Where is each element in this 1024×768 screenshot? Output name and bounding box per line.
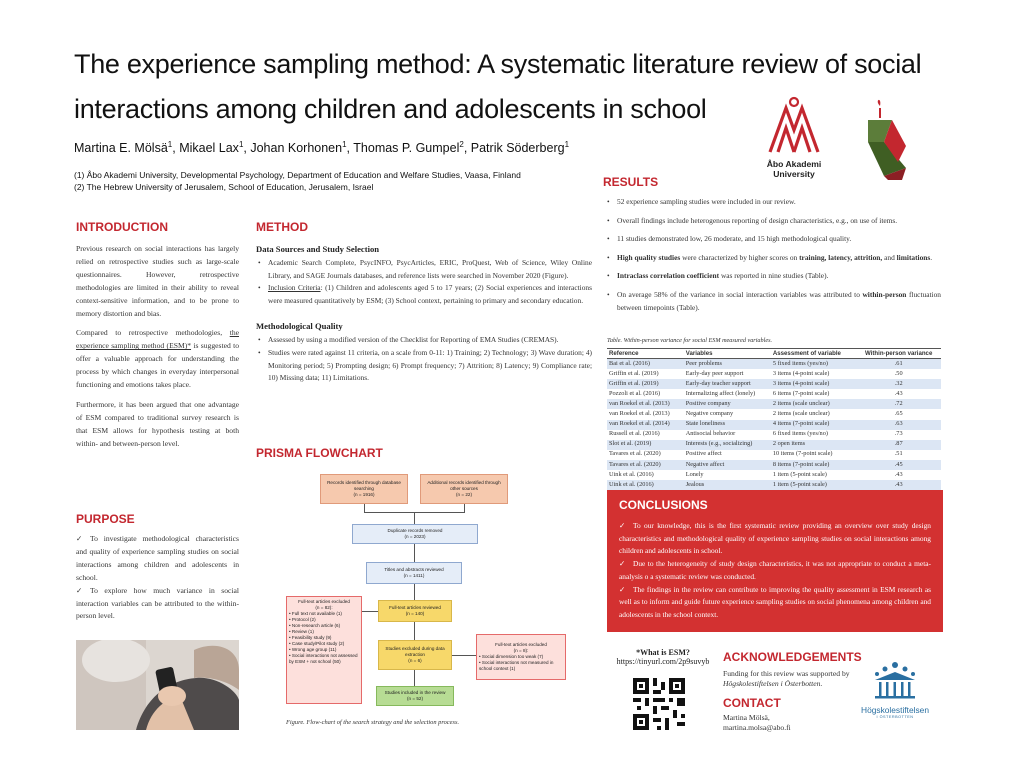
list-item: • Academic Search Complete, PsycINFO, PsycArticles, ERIC, ProQuest, Web of Science, Wiley Online Library, and SAGE Journals databases, and reference lists were searched in November 2020 (Figure). bbox=[256, 257, 592, 282]
author-name: Martina E. Mölsä bbox=[74, 141, 168, 156]
list-item: ✓ To investigate methodological characteristics and quality of experience sampling studies on social interactions among children and adolescents in school. bbox=[76, 534, 239, 582]
introduction-heading: INTRODUCTION bbox=[76, 220, 168, 234]
table-cell: 6 fixed items (yes/no) bbox=[772, 430, 828, 438]
table-cell: Jealous bbox=[684, 480, 771, 490]
table-cell: Lonely bbox=[685, 470, 704, 478]
table-row bbox=[607, 399, 941, 409]
author-name: Johan Korhonen bbox=[250, 141, 343, 156]
check-icon: ✓ bbox=[76, 585, 83, 595]
poster-title: The experience sampling method: A systematic literature review of social interactions among children and adolescents in school bbox=[74, 49, 922, 124]
table-cell: 1 item (5-point scale) bbox=[772, 470, 827, 478]
check-icon: ✓ bbox=[619, 584, 626, 594]
purpose-heading: PURPOSE bbox=[76, 512, 135, 526]
list-item: • Social interactions not assessed by ESM + not school (50) bbox=[289, 653, 358, 664]
introduction-paragraph: Previous research on social interactions has largely relied on retrospective studies such as large-scale questionnaires. However, retrospective methodologies are limited in their ability to reveal context-sensitive information, and to be prone to memory distortion and bias. bbox=[76, 244, 239, 318]
esm-link-url[interactable]: https://tinyurl.com/2p9suvyb bbox=[616, 657, 710, 666]
table-row bbox=[607, 450, 941, 460]
list-item: • 11 studies demonstrated low, 26 moderate, and 15 high methodological quality. bbox=[605, 233, 941, 246]
flow-arrow bbox=[414, 544, 415, 562]
acknowledgements-heading: ACKNOWLEDGEMENTS bbox=[723, 650, 862, 664]
flow-arrow bbox=[464, 504, 465, 512]
flow-box-included: Studies included in the review (n = 52) bbox=[376, 686, 454, 706]
partner-logo bbox=[862, 96, 912, 180]
list-item: ✓ Due to the heterogeneity of study design characteristics, it was not appropriate to conduct a meta-analysis o a systematic review was conducted. bbox=[619, 559, 931, 581]
table-cell: 1 item (5-point scale) bbox=[771, 480, 857, 490]
table-cell: van Roekel et al. (2013) bbox=[607, 399, 684, 409]
list-item: ✓ The findings in the review can contribute to improving the quality assessment in ESM research as well as to inform and guide future experience sampling studies on social phenomena among children and adolescents in the school context. bbox=[619, 584, 931, 619]
table-cell: Internalizing affect (lonely) bbox=[685, 389, 756, 397]
flow-arrow bbox=[414, 670, 415, 686]
flow-box-duplicates: Duplicate records removed (n = 2023) bbox=[352, 524, 478, 544]
table-cell: .51 bbox=[894, 450, 903, 458]
method-subheading: Data Sources and Study Selection bbox=[256, 244, 380, 254]
table-row bbox=[607, 359, 941, 370]
flow-arrow bbox=[452, 655, 476, 656]
table-cell: 10 items (7-point scale) bbox=[772, 450, 833, 458]
table-cell: Griffin et al. (2019) bbox=[607, 379, 684, 389]
table-cell: 2 items (scale unclear) bbox=[771, 399, 857, 409]
hogskolestiftelsen-logo: Högskolestiftelsen I ÖSTERBOTTEN bbox=[858, 660, 932, 719]
tree-icon bbox=[862, 96, 912, 180]
flow-arrow bbox=[414, 584, 415, 600]
list-item: • Social interactions not measured in school context (1) bbox=[479, 660, 554, 671]
column-header: Assessment of variable bbox=[771, 349, 857, 359]
check-icon: ✓ bbox=[76, 534, 83, 543]
table-cell: 3 items (4-point scale) bbox=[771, 379, 857, 389]
introduction-paragraph: Furthermore, it has been argued that one advantage of ESM compared to traditional survey research is that ESM allows for hypothesis testing at both within- and between-person level. bbox=[76, 399, 239, 448]
table-cell: 3 items (4-point scale) bbox=[772, 369, 830, 377]
table-cell: Negative company bbox=[685, 410, 734, 418]
flow-box-data-extraction: Studies excluded during data extraction (n = 6) bbox=[378, 640, 452, 670]
table-row bbox=[607, 480, 941, 490]
table-cell: Russell et al. (2016) bbox=[609, 430, 660, 438]
affiliation-2: (2) The Hebrew University of Jerusalem, School of Education, Jerusalem, Israel bbox=[74, 182, 374, 192]
table-cell: .73 bbox=[894, 430, 903, 438]
method-subheading: Methodological Quality bbox=[256, 321, 343, 332]
table-row bbox=[607, 440, 941, 450]
variance-table bbox=[607, 348, 941, 490]
author-name: Patrik Söderberg bbox=[470, 141, 565, 156]
author-name: Mikael Lax bbox=[179, 141, 239, 156]
flow-box-fulltext-reviewed: Full-text articles reviewed (n = 140) bbox=[378, 600, 452, 622]
flow-box-excluded-fulltext: Full-text articles excluded (n = 82): • Full text not available (1) • Protocol (2) • Non-research article (6) • Review (1) • Feasibility study (9) • Case study/Pilot study (2) • Wrong age group (11) • Social interactions not assessed by ESM + not school (50) bbox=[286, 596, 362, 704]
table-cell: 2 items (scale unclear) bbox=[772, 410, 830, 418]
flow-arrow bbox=[414, 622, 415, 640]
table-cell: Pozzoli et al. (2016) bbox=[609, 389, 661, 397]
figure-caption: Figure. Flow-chart of the search strategy and the selection process. bbox=[286, 719, 460, 726]
affiliation-1: (1) Åbo Akademi University, Developmental Psychology, Department of Education and Welfare Studies, Vaasa, Finland bbox=[74, 170, 521, 180]
phone-photo-illustration bbox=[76, 640, 239, 730]
prisma-flowchart bbox=[282, 470, 582, 710]
list-item: • Inclusion Criteria: (1) Children and adolescents aged 5 to 17 years; (2) Social experiences and interactions were measured quantitatively by ESM; (3) School context, pertaining to primary and secondary education. bbox=[256, 282, 592, 307]
list-item: ✓ To explore how much variance in social interaction variables can be attributed to the within-person level. bbox=[76, 585, 239, 621]
table-cell: 4 items (7-point scale) bbox=[771, 420, 857, 430]
list-item: • Review (1) bbox=[289, 629, 314, 634]
table-cell: Slot et al. (2019) bbox=[607, 440, 684, 450]
table-cell: .43 bbox=[856, 480, 941, 490]
table-cell: .50 bbox=[894, 369, 903, 377]
table-cell: .43 bbox=[894, 389, 903, 397]
abo-akademi-logo: Åbo Akademi University bbox=[758, 96, 830, 180]
purpose-list bbox=[76, 533, 239, 623]
table-row bbox=[607, 389, 941, 399]
table-cell: Tavares et al. (2020) bbox=[607, 460, 684, 470]
list-item: • Full text not available (1) bbox=[289, 611, 342, 616]
table-row bbox=[607, 430, 941, 440]
flow-box-other-sources: Additional records identified through other sources (n = 22) bbox=[420, 474, 508, 504]
table-cell: van Roekel et al. (2014) bbox=[607, 420, 684, 430]
qr-code-icon bbox=[633, 678, 685, 730]
table-cell: Interests (e.g., socializing) bbox=[684, 440, 771, 450]
table-row bbox=[607, 369, 941, 379]
table-cell: Positive company bbox=[684, 399, 771, 409]
list-item: • On average 58% of the variance in social interaction variables was attributed to within-person fluctuation between timepoints (Table). bbox=[605, 289, 941, 314]
table-cell: .45 bbox=[856, 460, 941, 470]
table-cell: .61 bbox=[856, 359, 941, 370]
abo-akademi-emblem-icon bbox=[764, 96, 824, 154]
flow-arrow bbox=[414, 512, 415, 524]
table-cell: Tavares et al. (2020) bbox=[609, 450, 661, 458]
table-cell: Negative affect bbox=[684, 460, 771, 470]
esm-link-block bbox=[608, 648, 718, 666]
flow-box-titles-abstracts: Titles and abstracts reviewed (n = 1411) bbox=[366, 562, 462, 584]
table-cell: 8 items (7-point scale) bbox=[771, 460, 857, 470]
conclusions-list bbox=[619, 520, 931, 622]
list-item: • Overall findings include heterogenous reporting of design characteristics, e.g., on use of items. bbox=[605, 215, 941, 228]
student-phone-photo bbox=[76, 640, 239, 730]
table-cell: Positive affect bbox=[685, 450, 722, 458]
table-caption: Table. Within-person variance for social ESM measured variables. bbox=[607, 337, 773, 344]
introduction-paragraph: Compared to retrospective methodologies, the experience sampling method (ESM)* is suggested to offer a valuable approach for understanding the process by which changes in everyday interpersonal functioning and emotions takes place. bbox=[76, 328, 240, 390]
check-icon: ✓ bbox=[619, 521, 626, 530]
column-header: Reference bbox=[607, 349, 684, 359]
table-cell: Griffin et al. (2019) bbox=[609, 369, 659, 377]
introduction-body bbox=[76, 243, 239, 458]
check-icon: ✓ bbox=[619, 559, 626, 569]
list-item: • Wrong age group (11) bbox=[289, 647, 337, 652]
contact-email[interactable]: martina.molsa@abo.fi bbox=[723, 723, 791, 732]
table-cell: Uink et al. (2016) bbox=[607, 480, 684, 490]
conclusions-heading: CONCLUSIONS bbox=[619, 498, 708, 512]
qr-code[interactable] bbox=[633, 678, 685, 730]
table-cell: .32 bbox=[856, 379, 941, 389]
flow-box-database: Records identified through database searching (n = 1916) bbox=[320, 474, 408, 504]
table-cell: .43 bbox=[894, 470, 903, 478]
contact-heading: CONTACT bbox=[723, 696, 781, 710]
table-cell: Peer problems bbox=[684, 359, 771, 370]
flow-arrow bbox=[362, 611, 378, 612]
conclusions-panel bbox=[607, 490, 943, 632]
esm-link-label: *What is ESM? bbox=[636, 648, 690, 657]
table-cell: van Roekel et al. (2013) bbox=[609, 410, 670, 418]
contact-name: Martina Mölsä, bbox=[723, 713, 770, 722]
table-row bbox=[607, 379, 941, 389]
table-cell: .63 bbox=[856, 420, 941, 430]
table-cell: Uink et al. (2016) bbox=[609, 470, 654, 478]
table-row bbox=[607, 470, 941, 480]
flow-arrow bbox=[364, 504, 365, 512]
foundation-building-icon bbox=[873, 660, 917, 700]
list-item: • Non-research article (6) bbox=[289, 623, 341, 628]
list-item: • Studies were rated against 11 criteria, on a scale from 0-11: 1) Training; 2) Technology; 3) Wave duration; 4) Monitoring period; 5) Prompting design; 6) Prompt frequency; 7) Attrition; 8) Latency; 9) Compliance rate; 10) Missing data; 11) Limitations. bbox=[256, 347, 592, 385]
table-cell: .72 bbox=[856, 399, 941, 409]
author-name: Thomas P. Gumpel bbox=[353, 141, 460, 156]
table-row bbox=[607, 460, 941, 470]
esm-term: the experience sampling method (ESM)* bbox=[76, 328, 239, 351]
method-heading: METHOD bbox=[256, 220, 308, 234]
table-cell: Bai et al. (2016) bbox=[607, 359, 684, 370]
table-cell: .65 bbox=[894, 410, 903, 418]
results-heading: RESULTS bbox=[603, 175, 659, 189]
acknowledgements-text: Funding for this review was supported by Högskolestiftelsen i Österbotten. bbox=[723, 669, 850, 688]
table-cell: 6 items (7-point scale) bbox=[772, 389, 830, 397]
table-cell: .87 bbox=[856, 440, 941, 450]
method-body bbox=[256, 244, 592, 385]
contact-info bbox=[723, 713, 791, 733]
list-item: • Intraclass correlation coefficient was reported in nine studies (Table). bbox=[605, 270, 941, 283]
table-row bbox=[607, 420, 941, 430]
table-cell: Early-day peer support bbox=[685, 369, 744, 377]
list-item: • 52 experience sampling studies were included in our review. bbox=[605, 196, 941, 209]
list-item: • Protocol (2) bbox=[289, 617, 316, 622]
list-item: ✓ To our knowledge, this is the first systematic review providing an overview over study design characteristics and methodological quality of experience sampling studies on social interactions among children and adolescents in school. bbox=[619, 521, 931, 556]
table-cell: 2 open items bbox=[771, 440, 857, 450]
column-header: Within-person variance bbox=[856, 349, 941, 359]
flow-box-excluded-extraction: Full-text articles excluded (n = 8): • Social dimension too weak (7) • Social interactions not measured in school context (1) bbox=[476, 634, 566, 680]
table-cell: Early-day teacher support bbox=[684, 379, 771, 389]
table-cell: 5 fixed items (yes/no) bbox=[771, 359, 857, 370]
list-item: • Case study/Pilot study (2) bbox=[289, 641, 345, 646]
table-row bbox=[607, 409, 941, 419]
list-item: • Social dimension too weak (7) bbox=[479, 654, 544, 659]
results-list bbox=[605, 196, 941, 314]
prisma-heading: PRISMA FLOWCHART bbox=[256, 446, 383, 460]
author-list: Martina E. Mölsä$^1$, Mikael Lax$^1$, Johan Korhonen$^1$, Thomas P. Gumpel$^2$, Patrik Söderberg$^1$ bbox=[74, 140, 570, 156]
table-cell: State loneliness bbox=[684, 420, 771, 430]
list-item: • Assessed by using a modified version of the Checklist for Reporting of EMA Studies (CREMAS). bbox=[256, 334, 592, 347]
list-item: • High quality studies were characterized by higher scores on training, latency, attrition, and limitations. bbox=[605, 252, 941, 265]
table-header-row bbox=[607, 349, 941, 359]
table-body bbox=[607, 359, 941, 491]
table-cell: Antisocial behavior bbox=[685, 430, 736, 438]
list-item: • Feasibility study (9) bbox=[289, 635, 332, 640]
column-header: Variables bbox=[684, 349, 771, 359]
